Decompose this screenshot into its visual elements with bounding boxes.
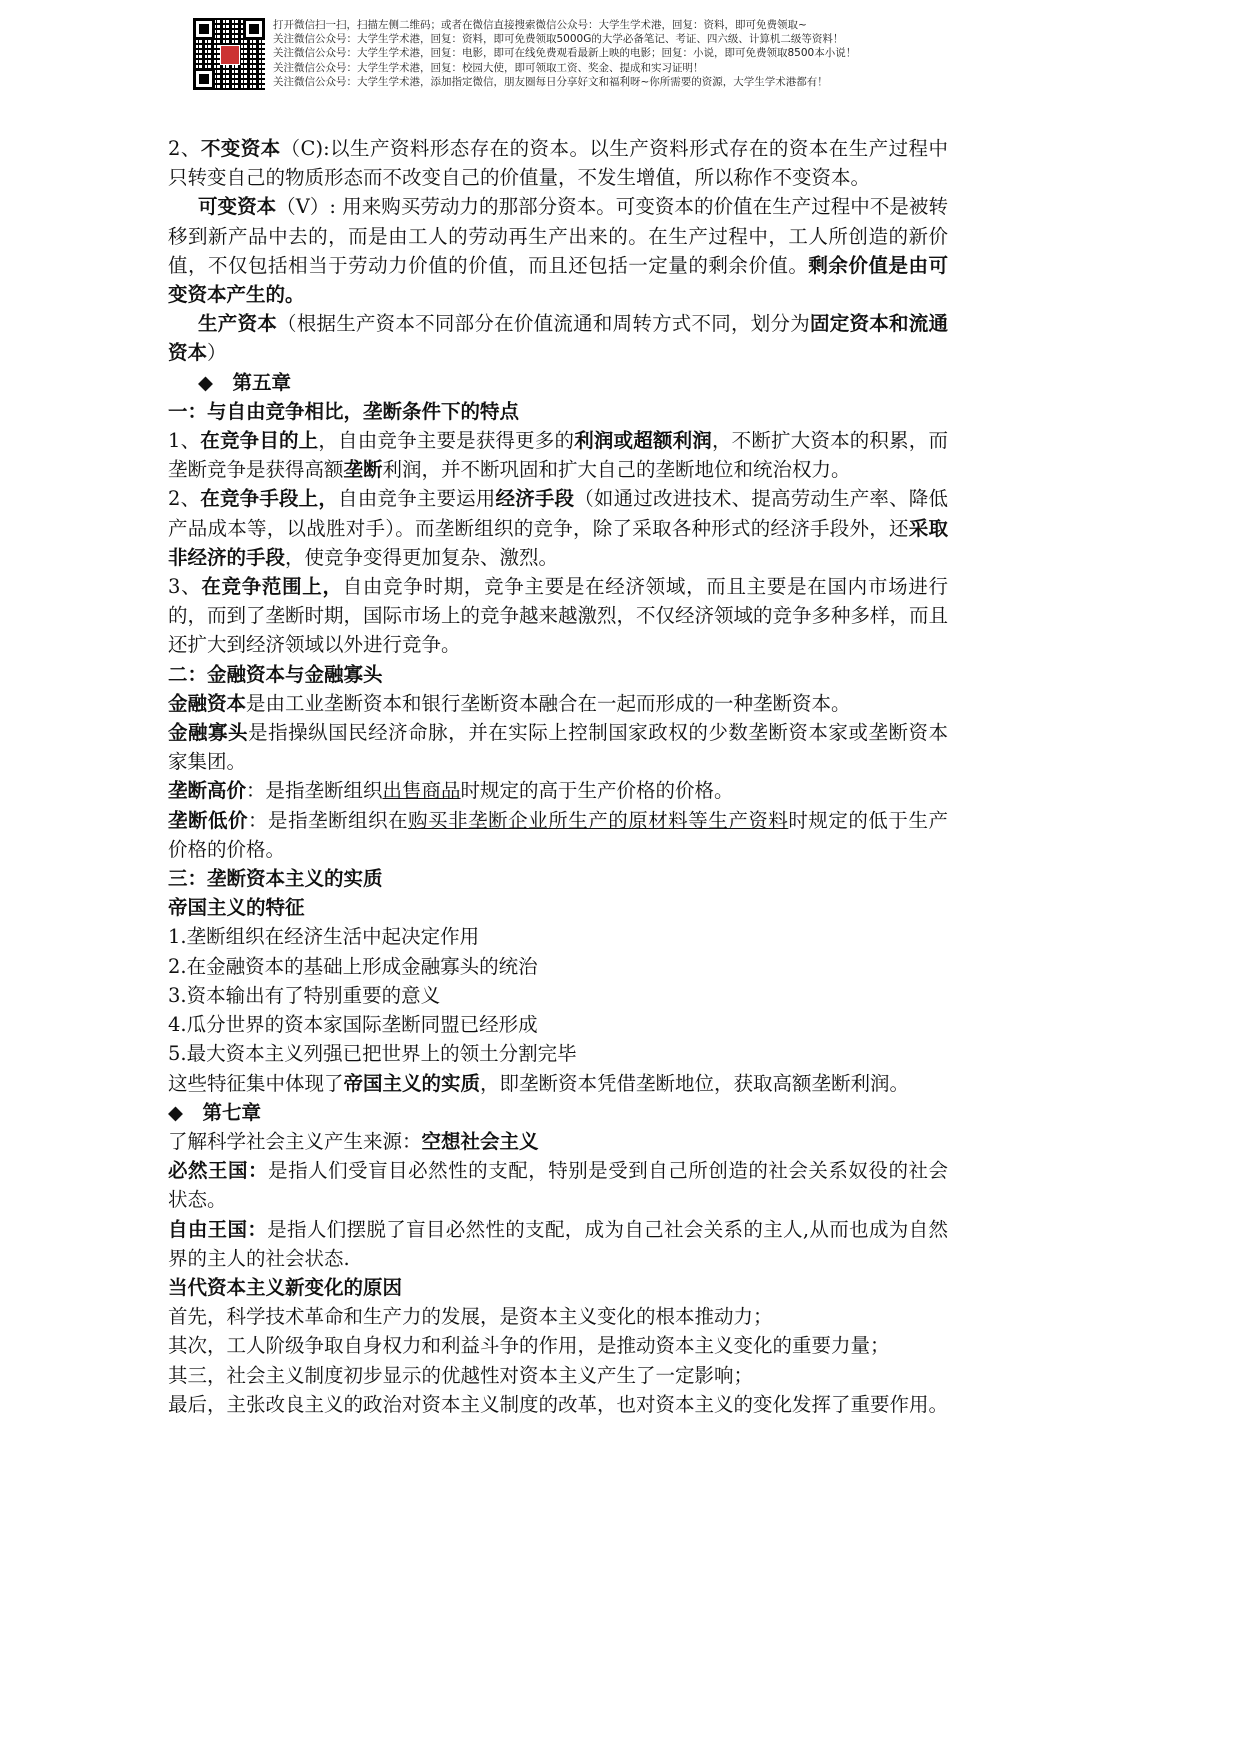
- text-run: 利润，并不断巩固和扩大自己的垄断地位和统治权力。: [382, 458, 851, 482]
- text-run: （如通过改进技术、提高劳动生产率、降低产品成本等，以战胜对手）。而垄断组织的竞争，除了采取各种形式的经济手段外，还: [168, 487, 948, 540]
- paragraph: [168, 776, 948, 805]
- paragraph: [168, 952, 948, 981]
- bold-text: 一：与自由竞争相比，垄断条件下的特点: [168, 399, 520, 423]
- paragraph: [168, 806, 948, 864]
- bold-text: 可变资本: [198, 195, 277, 219]
- document-body: [168, 134, 948, 1419]
- bold-text: 在竞争目的上: [200, 429, 319, 453]
- text-run: ，自由竞争主要是获得更多的: [318, 429, 575, 453]
- paragraph: [168, 1302, 948, 1331]
- bold-text: 垄断低价: [168, 808, 249, 832]
- paragraph: [168, 864, 948, 893]
- text-run: ，不断扩大资本的积累，而垄断竞争是获得高额: [168, 429, 948, 482]
- text-run: （V）: 用来购买劳动力的那部分资本。可变资本的价值在生产过程中不是被转移到新产品中去的，而是由工人的劳动再生产出来的。在生产过程中，工人所创造的新价值，不仅包括相当于劳动力价值的价值，而且还包括一定量的剩余价值。: [168, 195, 948, 277]
- paragraph: [168, 981, 948, 1010]
- promo-header: [193, 18, 856, 90]
- text-run: 时规定的高于生产价格的价格。: [460, 779, 734, 803]
- text-run: 自由竞争主要运用: [338, 487, 496, 511]
- bold-text: 经济手段: [495, 487, 575, 511]
- bold-text: 剩余价值是由可变资本产生的。: [168, 253, 948, 307]
- paragraph: [168, 192, 948, 309]
- bold-text: 垄断: [343, 458, 383, 482]
- bold-text: 当代资本主义新变化的原因: [168, 1275, 403, 1299]
- paragraph: [168, 1069, 948, 1098]
- promo-line: 打开微信扫一扫，扫描左侧二维码；或者在微信直接搜索微信公众号：大学生学术港，回复：资料，即可免费领取~: [273, 19, 807, 31]
- paragraph: [168, 484, 948, 572]
- paragraph: [168, 397, 948, 426]
- bold-text: 不变资本: [200, 137, 281, 160]
- text-run: 自由竞争时期，竞争主要是在经济领域，而且主要是在国内市场进行的，而到了垄断时期，国际市场上的竞争越来越激烈，不仅经济领域的竞争多种多样，而且还扩大到经济领域以外进行竞争。: [168, 575, 949, 657]
- text-run: 2、: [168, 137, 201, 160]
- text-run: 是由工业垄断资本和银行垄断资本融合在一起而形成的一种垄断资本。: [246, 691, 851, 715]
- text-run: 这些特征集中体现了: [168, 1071, 344, 1095]
- paragraph: [168, 134, 948, 192]
- text-run: 2、: [168, 487, 201, 511]
- promo-line: 关注微信公众号：大学生学术港，回复：电影，即可在线免费观看最新上映的电影；回复：小说，即可免费领取8500本小说！: [273, 47, 857, 60]
- bold-text: 必然王国：: [168, 1159, 269, 1183]
- text-run: 是指人们摆脱了盲目必然性的支配，成为自己社会关系的主人,从而也成为自然界的主人的社会状态.: [168, 1217, 948, 1270]
- bold-text: ◆ 第七章: [168, 1100, 261, 1124]
- underlined-text: 购买非垄断企业所生产的原材料等生产资料: [408, 808, 789, 832]
- paragraph: [168, 1156, 948, 1214]
- text-run: 其次，工人阶级争取自身权力和利益斗争的作用，是推动资本主义变化的重要力量；: [168, 1334, 890, 1358]
- paragraph: [168, 1010, 948, 1039]
- underlined-text: 出售商品: [382, 779, 461, 803]
- paragraph: [168, 572, 948, 660]
- text-run: 3.资本输出有了特别重要的意义: [168, 983, 441, 1007]
- bold-text: 在竞争手段上，: [200, 487, 339, 511]
- paragraph: [168, 309, 948, 367]
- text-run: ）: [207, 341, 227, 365]
- bold-text: 生产资本: [198, 312, 277, 336]
- paragraph: [168, 1331, 948, 1360]
- paragraph: [168, 1361, 948, 1390]
- text-run: （根据生产资本不同部分在价值流通和周转方式不同，划分为: [276, 312, 811, 336]
- paragraph: [168, 1215, 948, 1273]
- paragraph: [168, 1390, 948, 1419]
- bold-text: 利润或超额利润: [574, 429, 712, 453]
- text-run: 首先，科学技术革命和生产力的发展，是资本主义变化的根本推动力；: [168, 1305, 773, 1329]
- paragraph: [168, 718, 948, 776]
- bold-text: 固定资本和流通资本: [168, 312, 948, 365]
- promo-text: [273, 18, 856, 90]
- bold-text: 在竞争范围上，: [201, 575, 343, 599]
- paragraph: [168, 1273, 948, 1302]
- text-run: 其三，社会主义制度初步显示的优越性对资本主义产生了一定影响；: [168, 1363, 754, 1387]
- paragraph: [168, 368, 948, 397]
- promo-line: 关注微信公众号：大学生学术港，添加指定微信，朋友圈每日分享好文和福利呀~你所需要的资源，大学生学术港都有！: [273, 75, 828, 88]
- paragraph: [168, 660, 948, 689]
- text-run: ，即垄断资本凭借垄断地位，获取高额垄断利润。: [480, 1071, 910, 1095]
- qr-logo: [220, 45, 240, 65]
- bold-text: 空想社会主义: [421, 1129, 539, 1153]
- bold-text: 金融资本: [168, 691, 247, 715]
- bold-text: 二：金融资本与金融寡头: [168, 662, 383, 686]
- text-run: ：是指垄断组织: [246, 779, 383, 803]
- bold-text: 自由王国：: [168, 1217, 268, 1241]
- paragraph: [168, 689, 948, 718]
- text-run: 1.垄断组织在经济生活中起决定作用: [168, 925, 480, 949]
- bold-text: 帝国主义的特征: [168, 896, 305, 920]
- promo-line: 关注微信公众号：大学生学术港，回复：校园大使，即可领取工资、奖金、提成和实习证明！: [273, 61, 704, 74]
- bold-text: 垄断高价: [168, 779, 247, 803]
- bold-text: 帝国主义的实质: [343, 1071, 481, 1095]
- text-run: 4.瓜分世界的资本家国际垄断同盟已经形成: [168, 1013, 538, 1037]
- bold-text: ◆ 第五章: [198, 370, 291, 394]
- text-run: 5.最大资本主义列强已把世界上的领土分割完毕: [168, 1042, 577, 1066]
- text-run: （C):以生产资料形态存在的资本。以生产资料形式存在的资本在生产过程中只转变自己的物质形态而不改变自己的价值量，不发生增值，所以称作不变资本。: [168, 137, 948, 190]
- paragraph: [168, 1039, 948, 1068]
- text-run: ，使竞争变得更加复杂、激烈。: [285, 545, 559, 569]
- paragraph: [168, 922, 948, 951]
- text-run: 是指操纵国民经济命脉，并在实际上控制国家政权的少数垄断资本家或垄断资本家集团。: [168, 721, 948, 774]
- text-run: ：是指垄断组织在: [248, 808, 409, 832]
- bold-text: 采取非经济的手段: [168, 516, 948, 569]
- text-run: 最后，主张改良主义的政治对资本主义制度的改革，也对资本主义的变化发挥了重要作用。: [168, 1392, 949, 1416]
- paragraph: [168, 1098, 948, 1127]
- paragraph: [168, 426, 948, 484]
- bold-text: 三：垄断资本主义的实质: [168, 867, 383, 891]
- text-run: 3、: [168, 575, 202, 599]
- qr-code-icon: [193, 18, 265, 90]
- text-run: 1、: [168, 429, 201, 453]
- bold-text: 金融寡头: [168, 721, 249, 745]
- text-run: 是指人们受盲目必然性的支配，特别是受到自己所创造的社会关系奴役的社会状态。: [168, 1159, 948, 1212]
- paragraph: [168, 1127, 948, 1156]
- text-run: 时规定的低于生产价格的价格。: [168, 808, 948, 861]
- text-run: 2.在金融资本的基础上形成金融寡头的统治: [168, 954, 538, 978]
- text-run: 了解科学社会主义产生来源：: [168, 1129, 422, 1153]
- paragraph: [168, 893, 948, 922]
- promo-line: 关注微信公众号：大学生学术港，回复：资料，即可免费领取5000G的大学必备笔记、考证、四六级、计算机二级等资料！: [273, 33, 844, 46]
